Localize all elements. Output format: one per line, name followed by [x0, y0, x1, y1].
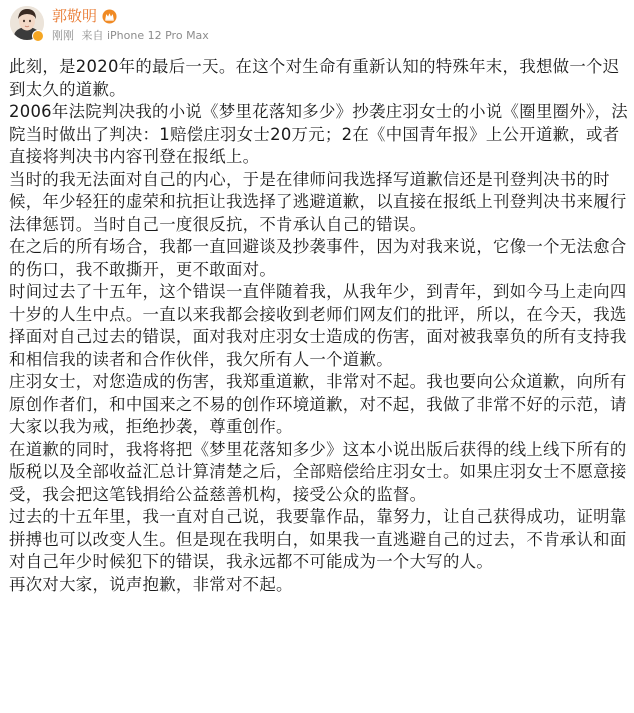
post-body [9, 56, 629, 596]
post-paragraph: 庄羽女士，对您造成的伤害，我郑重道歉，非常对不起。我也要向公众道歉，向所有原创作者们，和中国来之不易的创作环境道歉，对不起，我做了非常不好的示范，请大家以我为戒，拒绝抄袭，尊重创作。 [9, 372, 627, 436]
post-paragraph: 2006年法院判决我的小说《梦里花落知多少》抄袭庄羽女士的小说《圈里圈外》，法院当时做出了判决：1赔偿庄羽女士20万元；2在《中国青年报》上公开道歉，或者直接将判决书内容刊登在报纸上。 [9, 102, 628, 166]
post-paragraph: 时间过去了十五年，这个错误一直伴随着我，从我年少，到青年，到如今马上走向四十岁的人生中点。一直以来我都会接收到老师们网友们的批评，所以，在今天，我选择面对自己过去的错误，面对我对庄羽女士造成的伤害，面对被我辜负的所有支持我和相信我的读者和合作伙伴，我欠所有人一个道歉。 [9, 282, 627, 369]
post-time: 刚刚 [52, 29, 74, 42]
post-source: 来自 iPhone 12 Pro Max [81, 29, 209, 42]
post-paragraph: 在道歉的同时，我将将把《梦里花落知多少》这本小说出版后获得的线上线下所有的版税以及全部收益汇总计算清楚之后，全部赔偿给庄羽女士。如果庄羽女士不愿意接受，我会把这笔钱捐给公益慈善机构，接受公众的监督。 [9, 439, 627, 504]
post-header [0, 0, 634, 50]
post-paragraph: 在之后的所有场合，我都一直回避谈及抄袭事件，因为对我来说，它像一个无法愈合的伤口，我不敢撕开，更不敢面对。 [9, 237, 627, 279]
verified-badge-icon [32, 30, 44, 42]
post-paragraph: 此刻，是2020年的最后一天。在这个对生命有重新认知的特殊年末，我想做一个迟到太久的道歉。 [9, 57, 620, 99]
post-meta [52, 29, 213, 42]
post-paragraph: 再次对大家，说声抱歉，非常对不起。 [9, 574, 293, 594]
username-row [52, 7, 117, 25]
username[interactable]: 郭敬明 [52, 7, 98, 25]
post-paragraph: 过去的十五年里，我一直对自己说，我要靠作品，靠努力，让自己获得成功，证明靠拼搏也可以改变人生。但是现在我明白，如果我一直逃避自己的过去，不肯承认和面对自己年少时候犯下的错误，我永远都不可能成为一个大写的人。 [9, 507, 627, 571]
post-paragraph: 当时的我无法面对自己的内心，于是在律师问我选择写道歉信还是刊登判决书的时候，年少轻狂的虚荣和抗拒让我选择了逃避道歉，以直接在报纸上刊登判决书来履行法律惩罚。当时自己一度很反抗，不肯承认自己的错误。 [9, 169, 627, 234]
vip-crown-icon[interactable] [102, 9, 117, 24]
